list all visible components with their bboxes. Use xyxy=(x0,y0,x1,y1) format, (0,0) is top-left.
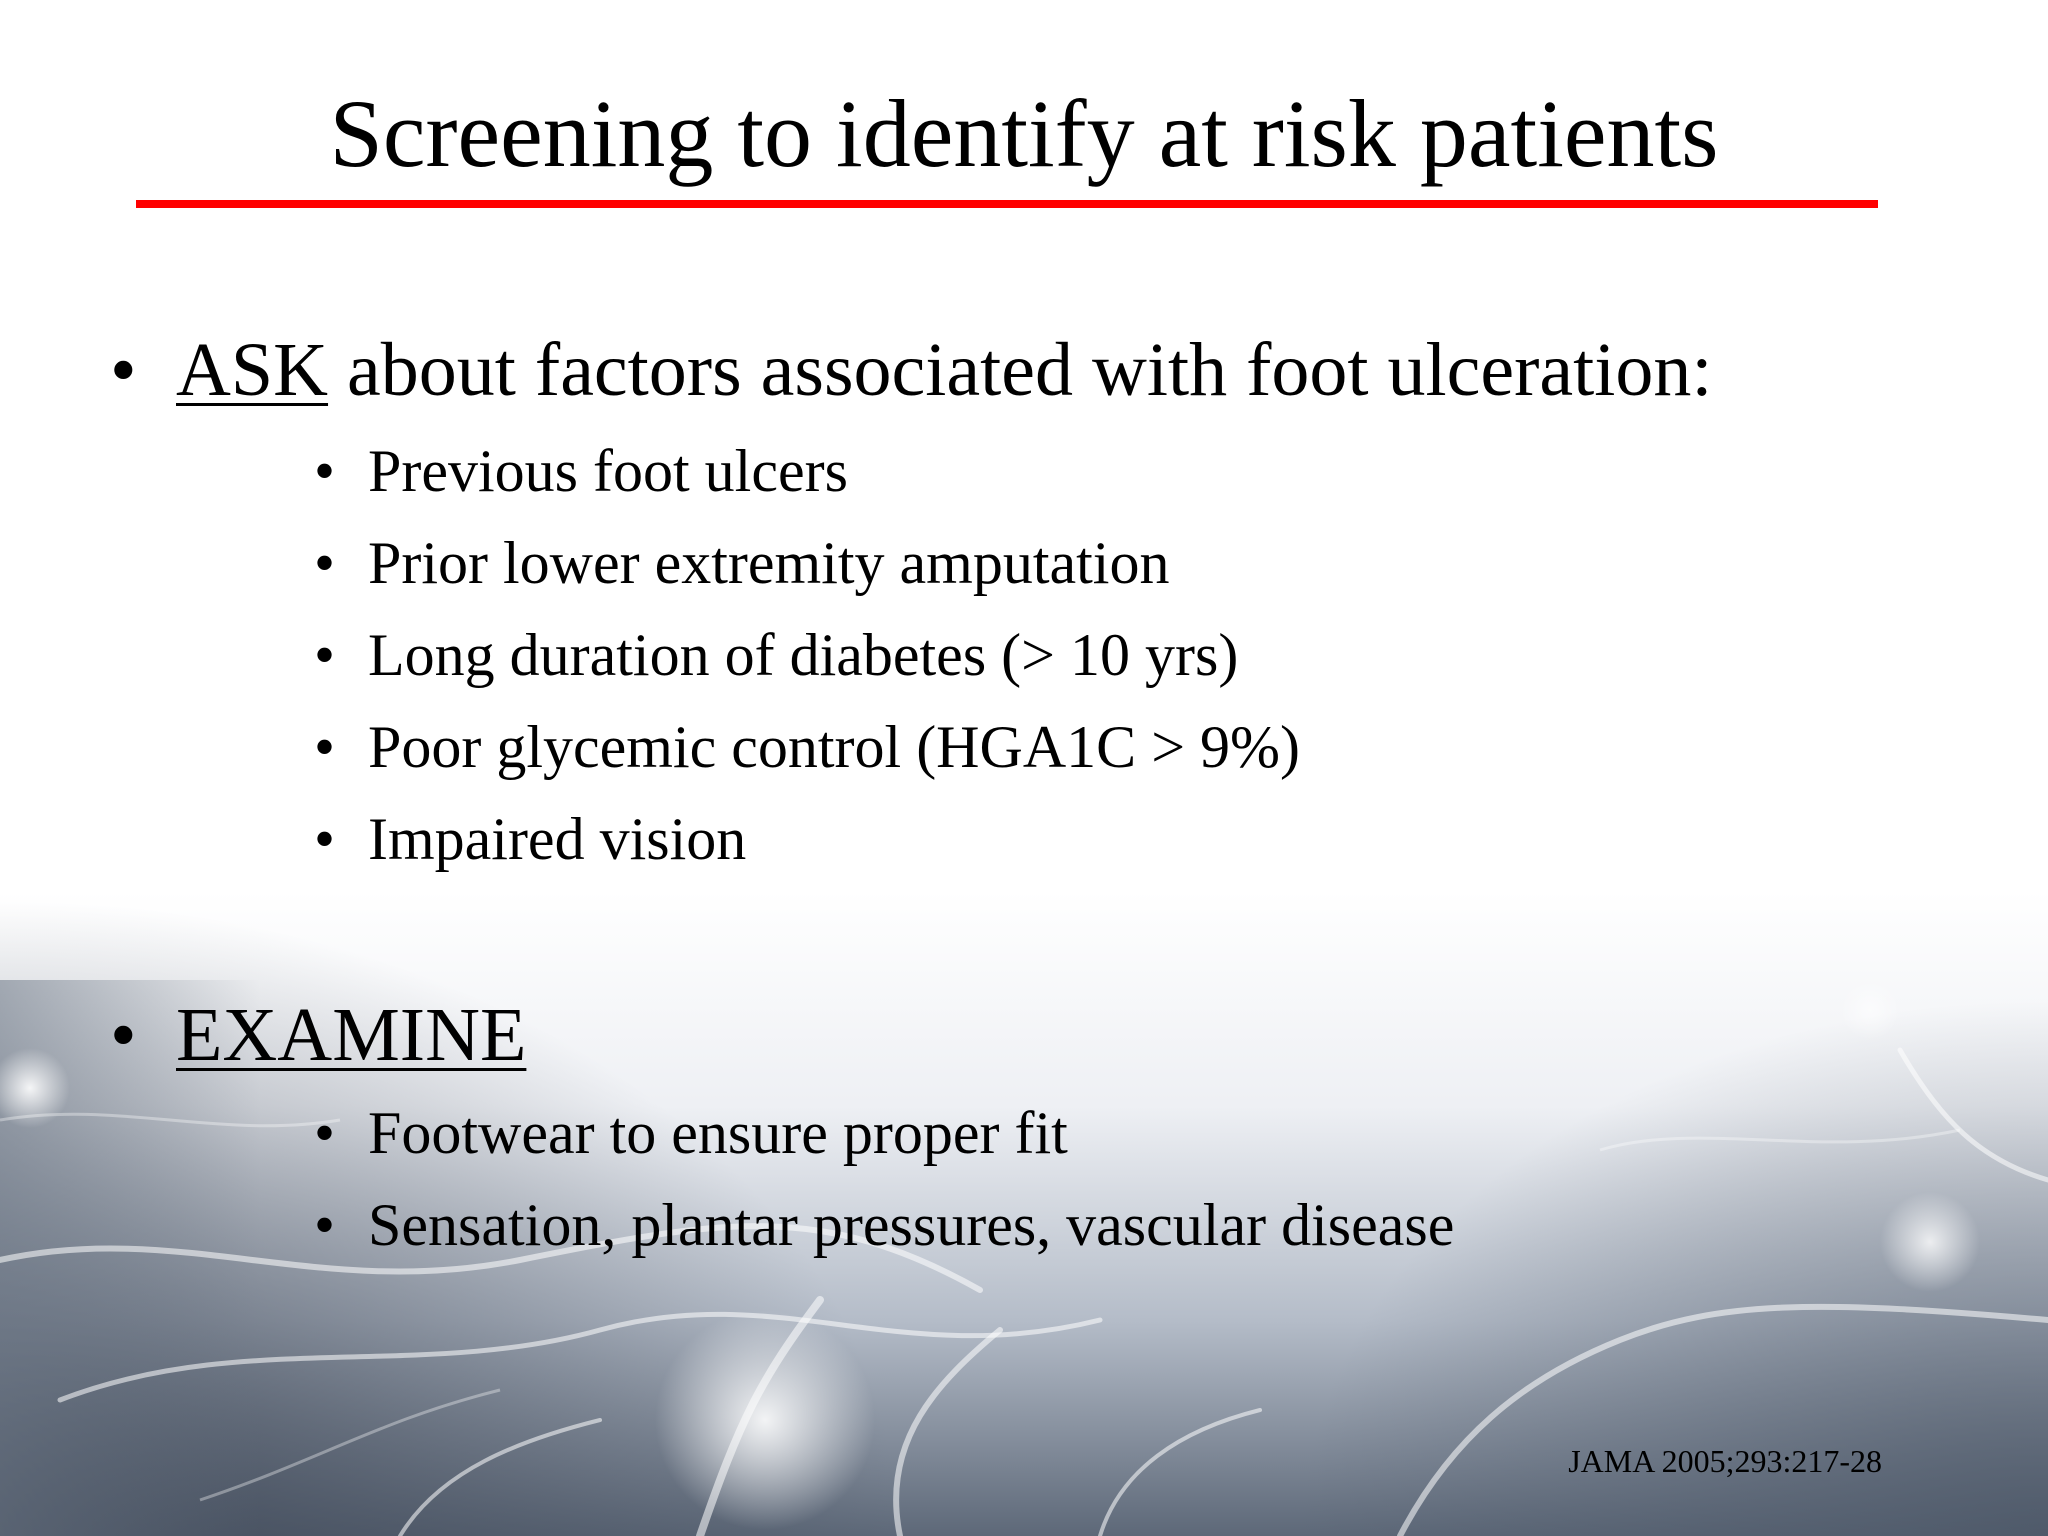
sub-bullet xyxy=(314,526,1169,600)
sub-bullet-text: Long duration of diabetes (> 10 yrs) xyxy=(368,622,1239,688)
sub-bullet xyxy=(314,710,1300,784)
sub-bullet-text: Previous foot ulcers xyxy=(368,438,848,504)
bullet-glyph: • xyxy=(314,1192,336,1258)
bullet-ask xyxy=(110,325,1713,415)
sub-bullet xyxy=(314,618,1238,692)
bullet-glyph: • xyxy=(314,1100,336,1166)
bullet-glyph: • xyxy=(314,438,336,504)
bullet-glyph: • xyxy=(314,622,336,688)
sub-bullet-text: Sensation, plantar pressures, vascular disease xyxy=(368,1192,1455,1258)
bullet-glyph: • xyxy=(314,806,336,872)
bullet-glyph: • xyxy=(110,993,137,1077)
bullet-glyph: • xyxy=(314,714,336,780)
sub-bullet-text: Prior lower extremity amputation xyxy=(368,530,1170,596)
ask-keyword: ASK xyxy=(176,328,329,412)
sub-bullet-text: Impaired vision xyxy=(368,806,747,872)
citation: JAMA 2005;293:217-28 xyxy=(1568,1443,1882,1479)
sub-bullet-text: Poor glycemic control (HGA1C > 9%) xyxy=(368,714,1300,780)
slide-title: Screening to identify at risk patients xyxy=(329,80,1719,187)
examine-keyword: EXAMINE xyxy=(176,993,527,1077)
title-underline xyxy=(136,200,1878,208)
sub-bullet xyxy=(314,1188,1454,1262)
ask-text: about factors associated with foot ulceration: xyxy=(328,328,1713,412)
sub-bullet xyxy=(314,434,848,508)
sub-bullet xyxy=(314,802,746,876)
sub-bullet-text: Footwear to ensure proper fit xyxy=(368,1100,1068,1166)
bullet-examine xyxy=(110,990,526,1080)
bullet-glyph: • xyxy=(314,530,336,596)
sub-bullet xyxy=(314,1096,1068,1170)
bullet-glyph: • xyxy=(110,328,137,412)
